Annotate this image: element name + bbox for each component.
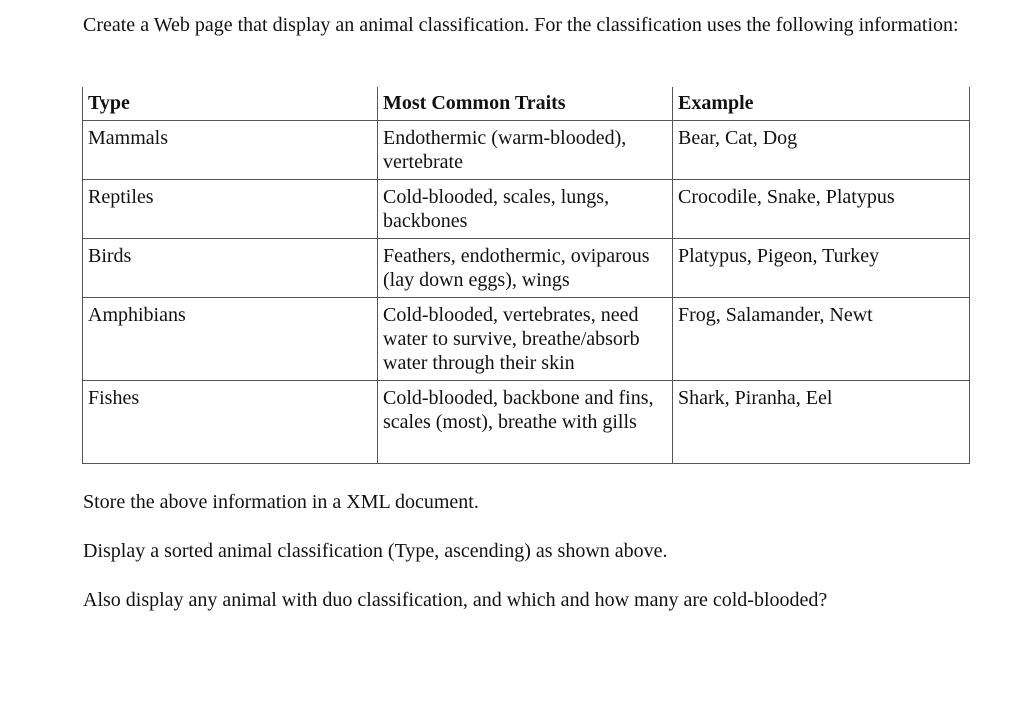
cell-example: Frog, Salamander, Newt <box>673 298 970 381</box>
header-type: Type <box>83 87 378 121</box>
paragraph-store-xml: Store the above information in a XML document. <box>83 491 479 513</box>
table-row <box>83 298 970 381</box>
table-row <box>83 180 970 239</box>
cell-example: Platypus, Pigeon, Turkey <box>673 239 970 298</box>
cell-example: Crocodile, Snake, Platypus <box>673 180 970 239</box>
table-header-row <box>83 87 970 121</box>
cell-traits: Feathers, endothermic, oviparous (lay down eggs), wings <box>378 239 673 298</box>
cell-traits: Cold-blooded, backbone and fins, scales (most), breathe with gills <box>378 381 673 464</box>
cell-traits: Cold-blooded, scales, lungs, backbones <box>378 180 673 239</box>
cell-type: Mammals <box>83 121 378 180</box>
cell-type: Birds <box>83 239 378 298</box>
paragraph-duo-classification: Also display any animal with duo classification, and which and how many are cold-blooded? <box>83 589 828 611</box>
cell-traits: Endothermic (warm-blooded), vertebrate <box>378 121 673 180</box>
paragraph-display-sorted: Display a sorted animal classification (Type, ascending) as shown above. <box>83 540 668 562</box>
header-traits: Most Common Traits <box>378 87 673 121</box>
cell-type: Amphibians <box>83 298 378 381</box>
cell-example: Bear, Cat, Dog <box>673 121 970 180</box>
cell-type: Fishes <box>83 381 378 464</box>
cell-traits: Cold-blooded, vertebrates, need water to survive, breathe/absorb water through their skin <box>378 298 673 381</box>
intro-text: Create a Web page that display an animal classification. For the classification uses the following information: <box>83 14 959 36</box>
cell-type: Reptiles <box>83 180 378 239</box>
classification-table <box>82 87 970 464</box>
table-row <box>83 381 970 464</box>
table-row <box>83 121 970 180</box>
header-example: Example <box>673 87 970 121</box>
table-row <box>83 239 970 298</box>
cell-example: Shark, Piranha, Eel <box>673 381 970 464</box>
